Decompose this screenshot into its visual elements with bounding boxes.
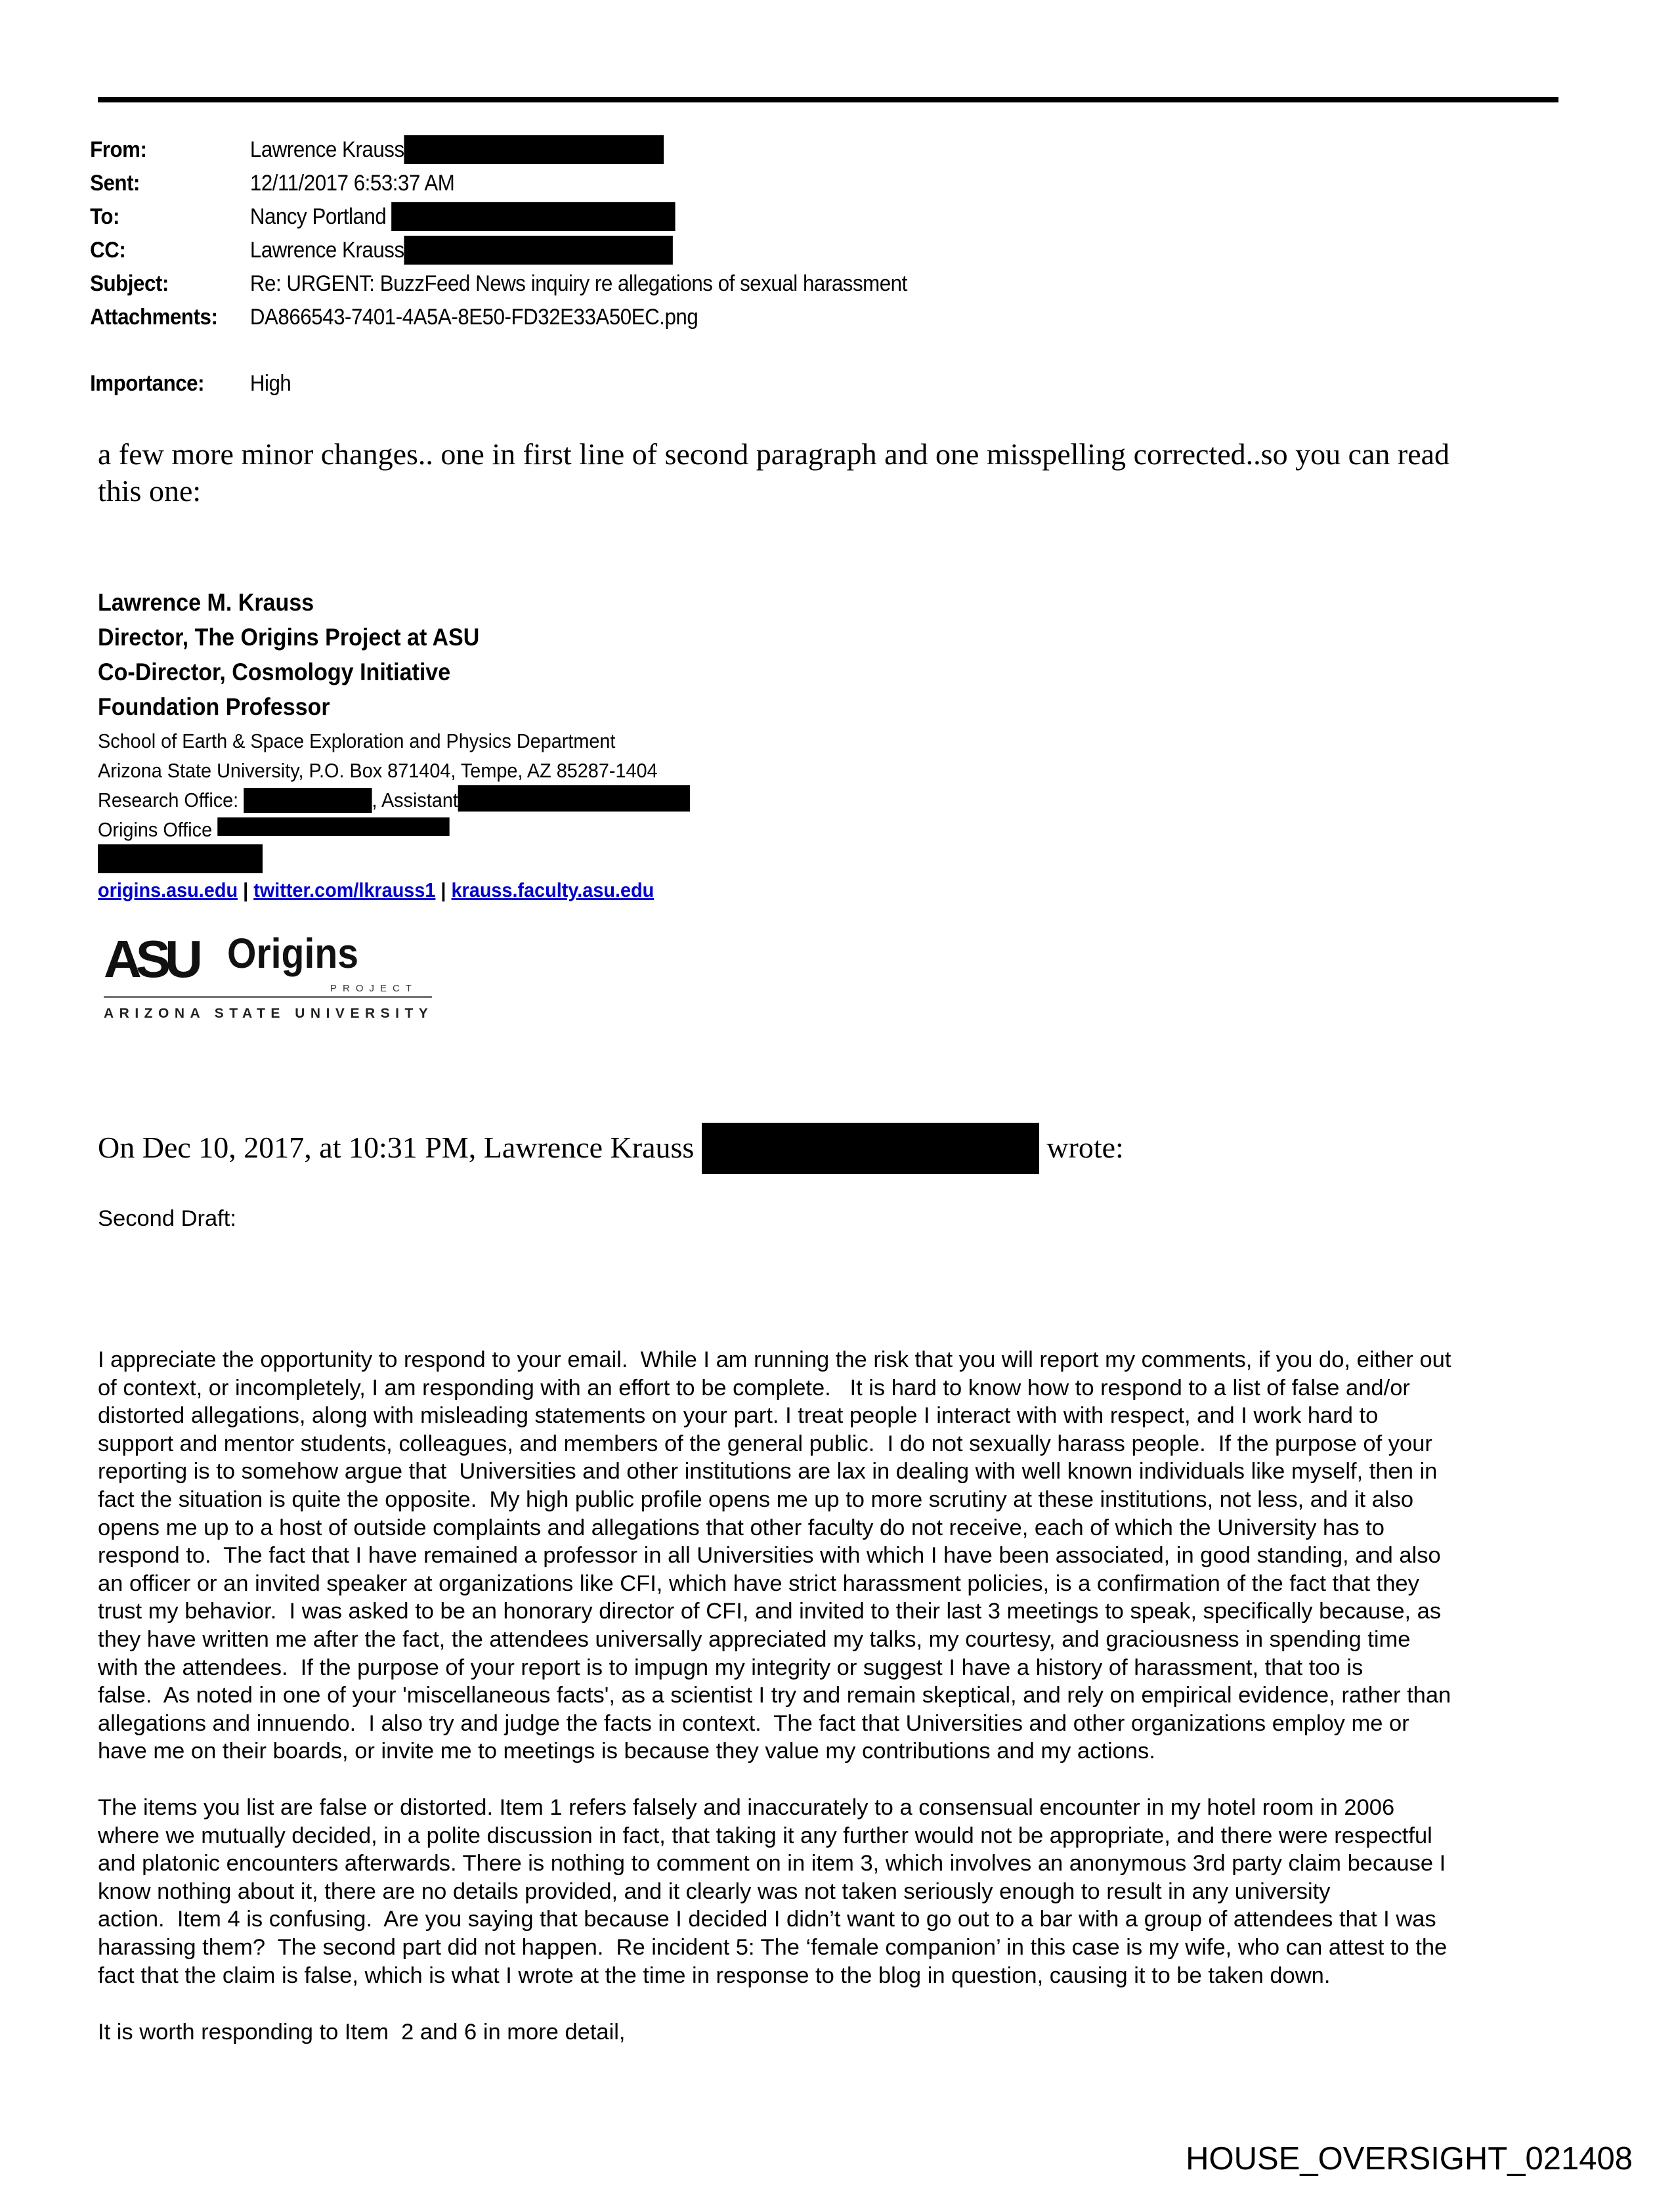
redaction-box [458, 785, 690, 812]
separator: | [243, 878, 249, 901]
field-label: Importance: [90, 371, 205, 396]
header-from [0, 137, 1540, 165]
redaction-box [404, 236, 673, 265]
link-faculty[interactable]: krauss.faculty.asu.edu [451, 878, 655, 901]
body-line: with the attendees. If the purpose of your report is to impugn my integrity or suggest I have a history of harassment, that too is [98, 1655, 1363, 1680]
assistant-label: , Assistant [372, 789, 458, 812]
logo-project: PROJECT [330, 983, 418, 994]
field-value: Re: URGENT: BuzzFeed News inquiry re allegations of sexual harassment [249, 271, 907, 296]
body-paragraph [98, 1346, 1451, 1766]
field-label: Sent: [90, 171, 140, 196]
field-value: Lawrence Krauss [250, 137, 664, 164]
body-line: I appreciate the opportunity to respond to your email. While I am running the risk that you will report my comments, if you do, either out [98, 1347, 1451, 1372]
body-line: action. Item 4 is confusing. Are you saying that because I decided I didn’t want to go out to a bar with a group of attendees that I was [98, 1907, 1436, 1932]
header-importance [0, 370, 1540, 399]
body-paragraph [98, 1794, 1447, 1989]
body-line: The items you list are false or distorted. Item 1 refers falsely and inaccurately to a consensual encounter in my hotel room in 2006 [98, 1795, 1395, 1820]
intro-line: this one: [98, 474, 202, 508]
body-line: reporting is to somehow argue that Universities and other institutions are lax in dealing with well known individuals like myself, then in [98, 1459, 1438, 1485]
link-twitter[interactable]: twitter.com/lkrauss1 [253, 878, 436, 901]
header-sent [0, 170, 1540, 199]
link-origins[interactable]: origins.asu.edu [98, 878, 238, 901]
origins-office-label: Origins Office [98, 818, 213, 841]
intro-line: a few more minor changes.. one in first line of second paragraph and one misspelling corrected..so you can read [98, 437, 1450, 471]
body-line: trust my behavior. I was asked to be an honorary director of CFI, and invited to their last 3 meetings to speak, specifically because, as [98, 1599, 1442, 1624]
attribution-prefix: On Dec 10, 2017, at 10:31 PM, Lawrence Krauss [98, 1131, 695, 1164]
header-rule [98, 97, 1558, 102]
body-line: know nothing about it, there are no details provided, and it clearly was not taken seriously enough to result in any university [98, 1878, 1331, 1904]
logo-asu: ASU [104, 930, 197, 988]
attribution-suffix: wrote: [1046, 1131, 1124, 1164]
body-line: they have written me after the fact, the attendees universally appreciated my talks, my courtesy, and graciousness in spending time [98, 1626, 1411, 1652]
signature-department: School of Earth & Space Exploration and Physics Department [98, 729, 616, 752]
body-line: allegations and innuendo. I also try and judge the facts in context. The fact that Universities and other organizations employ me or [98, 1710, 1409, 1736]
signature-links [98, 878, 654, 904]
quoted-attribution [98, 1131, 1124, 1174]
redaction-box [702, 1123, 1039, 1174]
redaction-box [217, 817, 449, 836]
signature-title: Co-Director, Cosmology Initiative [98, 659, 451, 685]
field-label: To: [90, 204, 120, 229]
field-value: Nancy Portland [250, 204, 676, 231]
redaction-box [244, 788, 372, 813]
signature-title: Director, The Origins Project at ASU [98, 624, 480, 651]
signature-title: Foundation Professor [98, 693, 330, 720]
logo-university: ARIZONA STATE UNIVERSITY [104, 1006, 434, 1021]
body-line: harassing them? The second part did not happen. Re incident 5: The ‘female companion’ in this case is my wife, who can attest to the [98, 1934, 1448, 1960]
asu-origins-logo [104, 930, 435, 1022]
body-line: It is worth responding to Item 2 and 6 in more detail, [98, 2020, 626, 2045]
body-line: of context, or incompletely, I am responding with an effort to be complete. It is hard to know how to respond to a list of false and/or [98, 1375, 1410, 1400]
attachment-link[interactable]: DA866543-7401-4A5A-8E50-FD32E33A50EC.png [249, 305, 698, 330]
field-value: 12/11/2017 6:53:37 AM [249, 171, 455, 196]
logo-origins: Origins [227, 930, 358, 977]
body-line: where we mutually decided, in a polite discussion in fact, that taking it any further would not be appropriate, and there were respectful [98, 1823, 1432, 1848]
body-line: opens me up to a host of outside complaints and allegations that other faculty do not receive, each of which the University has to [98, 1515, 1384, 1540]
field-value: Lawrence Krauss [250, 237, 673, 265]
header-to [0, 204, 1540, 232]
field-label: Attachments: [90, 305, 218, 330]
signature-name: Lawrence M. Krauss [98, 589, 314, 616]
body-line: have me on their boards, or invite me to meetings is because they value my contributions and my actions. [98, 1739, 1155, 1764]
draft-label: Second Draft: [98, 1206, 236, 1231]
body-line: false. As noted in one of your 'miscellaneous facts', as a scientist I try and remain skeptical, and rely on empirical evidence, rather than [98, 1683, 1451, 1708]
redaction-box [404, 135, 664, 164]
field-label: CC: [90, 238, 126, 263]
header-attachments [0, 304, 1540, 333]
signature-address: Arizona State University, P.O. Box 871404, Tempe, AZ 85287-1404 [98, 759, 658, 782]
signature-research-office [98, 788, 690, 814]
research-office-label: Research Office: [98, 789, 239, 812]
field-label: Subject: [90, 271, 169, 296]
bates-number: HOUSE_OVERSIGHT_021408 [1186, 2141, 1633, 2177]
body-line: distorted allegations, along with misleading statements on your part. I treat people I interact with with respect, and I work hard to [98, 1403, 1379, 1429]
body-line: fact that the claim is false, which is what I wrote at the time in response to the blog in question, causing it to be taken down. [98, 1963, 1331, 1988]
field-value: High [249, 371, 291, 396]
body-line: support and mentor students, colleagues, and members of the general public. I do not sexually harass people. If the purpose of your [98, 1431, 1432, 1456]
logo-rule [104, 996, 432, 998]
body-line: and platonic encounters afterwards. There is nothing to comment on in item 3, which involves an anonymous 3rd party claim because I [98, 1851, 1446, 1876]
header-subject [0, 271, 1540, 299]
body-line: an officer or an invited speaker at organizations like CFI, which have strict harassment policies, is a confirmation of the fact that they [98, 1571, 1419, 1596]
redaction-box [392, 202, 676, 231]
separator: | [440, 878, 446, 901]
body-line: respond to. The fact that I have remained a professor in all Universities with which I have been associated, in good standing, and also [98, 1543, 1441, 1569]
header-cc [0, 237, 1540, 266]
signature-origins-office [98, 817, 450, 844]
body-paragraph [98, 2018, 626, 2047]
redaction-box [98, 844, 263, 873]
body-line: fact the situation is quite the opposite. My high public profile opens me up to more scrutiny at these institutions, not less, and it also [98, 1486, 1414, 1512]
field-label: From: [90, 137, 147, 162]
